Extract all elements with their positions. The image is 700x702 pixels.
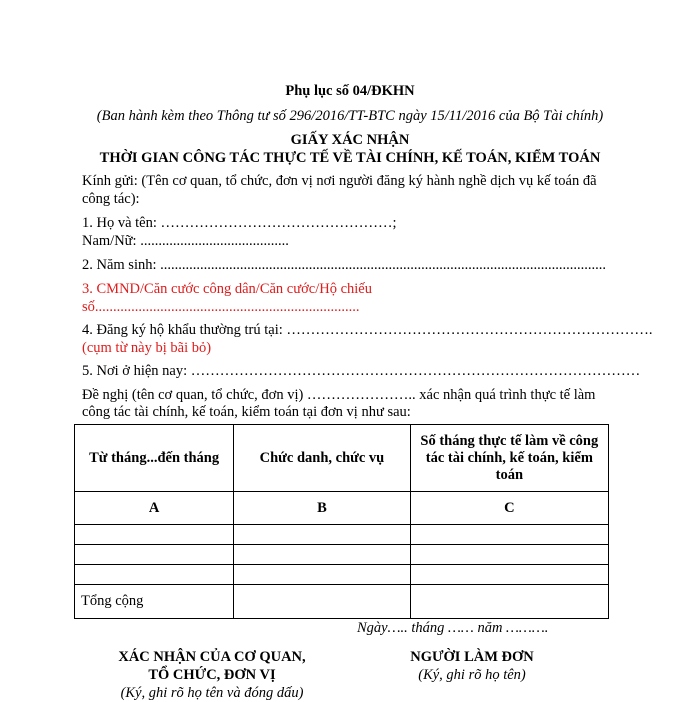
header-position: Chức danh, chức vụ [234,425,410,492]
total-label: Tổng cộng [75,585,234,619]
appendix-number: Phụ lục số 04/ĐKHN [285,83,415,99]
header-period: Từ tháng...đến tháng [75,425,234,492]
date-line: Ngày….. tháng …… năm ………. [357,620,549,636]
document-subtitle: THỜI GIAN CÔNG TÁC THỰC TẾ VỀ TÀI CHÍNH, KẾ TOÁN, KIỂM TOÁN [99,150,601,166]
field-gender: Nam/Nữ: ......................................... [82,233,289,249]
field-id-line-2: số......................................................................... [82,299,360,315]
request-line-2: công tác tài chính, kế toán, kiểm toán tại đơn vị như sau: [82,404,411,420]
applicant-title: NGƯỜI LÀM ĐƠN [410,649,534,665]
table-cell [234,585,410,619]
table-row [75,525,609,545]
document-title: GIẤY XÁC NHẬN [290,132,410,148]
code-a: A [75,492,234,525]
table-cell [410,565,608,585]
applicant-note: (Ký, ghi rõ họ tên) [418,667,526,683]
table-cell [234,545,410,565]
field-id-line-1: 3. CMND/Căn cước công dân/Căn cước/Hộ chiếu [82,281,372,297]
table-cell [410,545,608,565]
table-cell [234,525,410,545]
request-line-1: Đề nghị (tên cơ quan, tổ chức, đơn vị) ………………….. xác nhận quá trình thực tế làm [82,387,596,403]
confirming-org-title-2: TỔ CHỨC, ĐƠN VỊ [148,667,276,683]
recipient-line-1: Kính gửi: (Tên cơ quan, tổ chức, đơn vị nơi người đăng ký hành nghề dịch vụ kế toán đã [82,173,597,189]
repealed-note: (cụm từ này bị bãi bỏ) [82,340,212,356]
code-c: C [410,492,608,525]
work-history-table [74,424,609,619]
table-header-row [75,425,609,492]
field-current-residence: 5. Nơi ở hiện nay: ………………………………………………………………………………… [82,363,641,379]
code-b: B [234,492,410,525]
header-months: Số tháng thực tế làm về công tác tài chính, kế toán, kiểm toán [410,425,608,492]
table-total-row [75,585,609,619]
table-cell [410,525,608,545]
recipient-line-2: công tác): [82,191,140,207]
table-cell [75,565,234,585]
confirming-org-note: (Ký, ghi rõ họ tên và đóng dấu) [120,685,304,701]
table-cell [75,525,234,545]
field-full-name: 1. Họ và tên: …………………………………………; [82,215,397,231]
table-code-row [75,492,609,525]
confirming-org-title-1: XÁC NHẬN CỦA CƠ QUAN, [118,649,306,665]
table-cell [75,545,234,565]
table-cell [410,585,608,619]
field-birth-year: 2. Năm sinh: ........................................................................................................................... [82,257,607,273]
table-row [75,545,609,565]
table-row [75,565,609,585]
field-permanent-residence: 4. Đăng ký hộ khẩu thường trú tại: …………………………………………………………………. [82,322,653,338]
table-cell [234,565,410,585]
issued-note: (Ban hành kèm theo Thông tư số 296/2016/TT-BTC ngày 15/11/2016 của Bộ Tài chính) [96,108,604,124]
